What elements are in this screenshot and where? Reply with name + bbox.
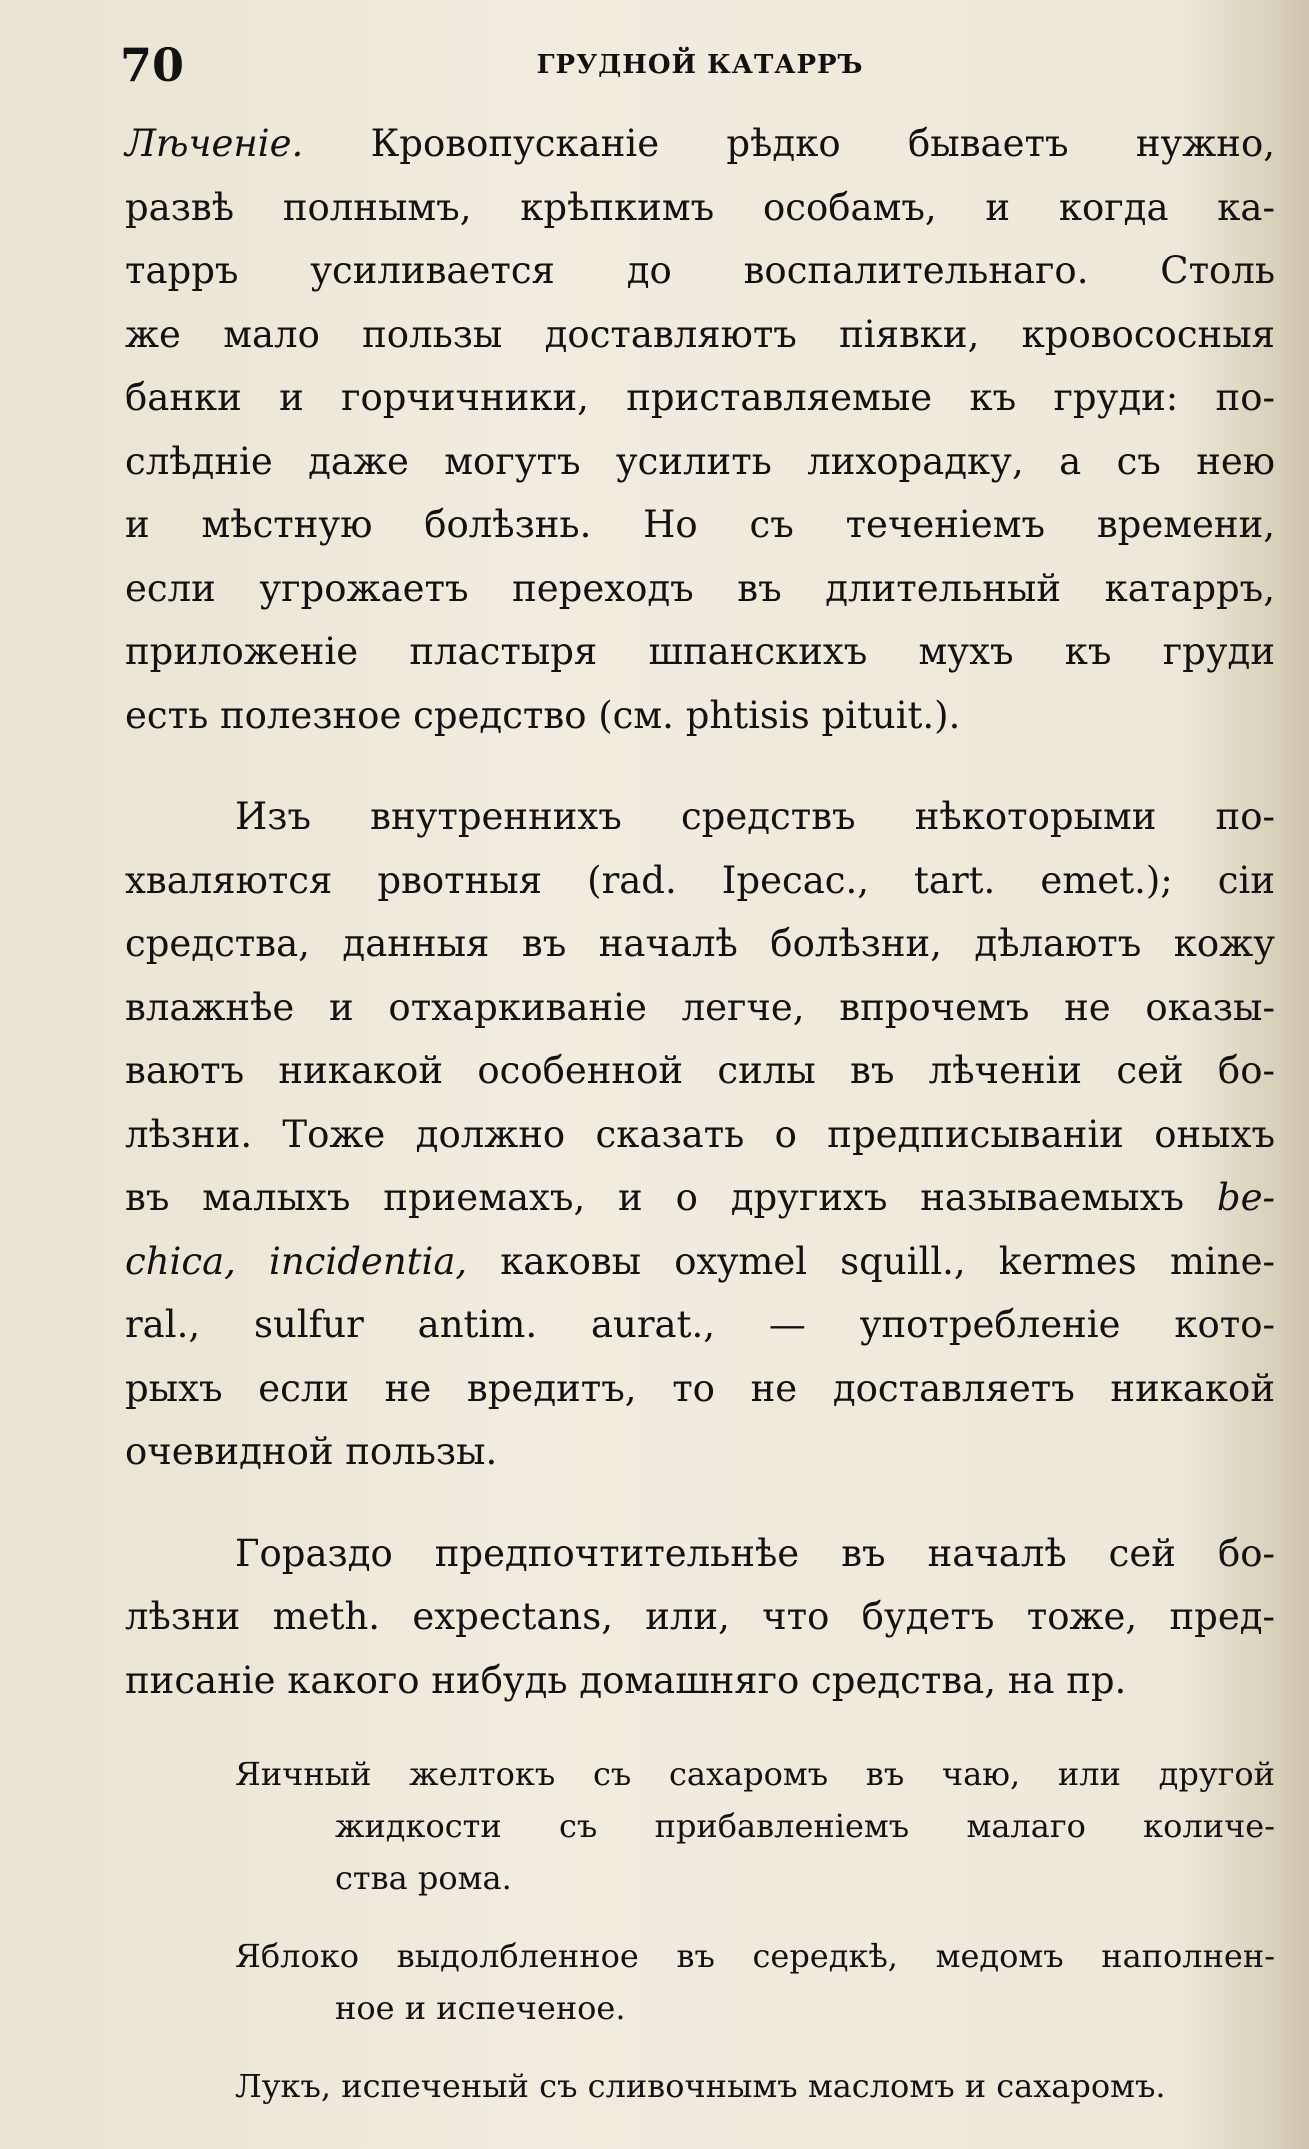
remedy-item	[125, 1748, 1275, 1904]
text-line: банки и горчичники, приставляемые къ груди: по-	[125, 376, 1275, 419]
remedy-line: ства рома.	[335, 1859, 512, 1897]
text-line: есть полезное средство (см. phtisis pituit.).	[125, 693, 961, 737]
home-remedies-list	[125, 1748, 1275, 2112]
text-line: писаніе какого нибудь домашняго средства, на пр.	[125, 1658, 1127, 1702]
text-line: развѣ полнымъ, крѣпкимъ особамъ, и когда ка-	[125, 185, 1275, 229]
section-lead-italic: Лѣченіе.	[125, 122, 304, 165]
text-line: лѣзни. Тоже должно сказать о предписываніи оныхъ	[125, 1112, 1275, 1156]
paragraph-expectant-method	[125, 1522, 1275, 1713]
italic-term: chica, incidentia,	[125, 1239, 468, 1283]
text-line: въ малыхъ приемахъ, и о другихъ называемыхъ be-	[125, 1176, 1275, 1219]
remedy-item	[125, 2060, 1275, 2112]
running-title: ГРУДНОЙ КАТАРРЪ	[536, 50, 864, 80]
italic-term: be-	[1216, 1176, 1275, 1219]
text-line: Лѣченіе. Кровопусканіе рѣдко бываетъ нужно,	[125, 122, 1275, 165]
text-line: рыхъ если не вредитъ, то не доставляетъ никакой	[125, 1366, 1275, 1410]
text-line: лѣзни meth. expectans, или, что будетъ тоже, пред-	[125, 1595, 1275, 1638]
text-line: средства, данныя въ началѣ болѣзни, дѣлаютъ кожу	[125, 922, 1275, 965]
remedy-item	[125, 1930, 1275, 2034]
text-line: chica, incidentia, каковы oxymel squill., kermes mine-	[125, 1239, 1275, 1283]
paragraph-internal-remedies	[125, 785, 1275, 1484]
remedy-line: Яичный желтокъ съ сахаромъ въ чаю, или другой	[235, 1755, 1275, 1793]
text-line: ваютъ никакой особенной силы въ лѣченіи сей бо-	[125, 1049, 1275, 1092]
text-line: приложеніе пластыря шпанскихъ мухъ къ груди	[125, 630, 1275, 673]
text-line: Изъ внутреннихъ средствъ нѣкоторыми по-	[235, 795, 1275, 838]
text-line: если угрожаетъ переходъ въ длительный катарръ,	[125, 566, 1275, 610]
text-line: же мало пользы доставляютъ піявки, кровососныя	[125, 312, 1275, 356]
paragraph-treatment	[125, 112, 1275, 747]
page-number: 70	[120, 38, 185, 92]
text-line: Гораздо предпочтительнѣе въ началѣ сей бо-	[235, 1531, 1275, 1575]
remedy-line: жидкости съ прибавленіемъ малаго количе-	[335, 1807, 1275, 1845]
remedy-line: Яблоко выдолбленное въ середкѣ, медомъ наполнен-	[235, 1937, 1275, 1975]
remedy-line: Лукъ, испеченый съ сливочнымъ масломъ и сахаромъ.	[235, 2067, 1166, 2105]
text-line: слѣдніе даже могутъ усилить лихорадку, а съ нею	[125, 439, 1275, 483]
page-header	[120, 38, 1280, 92]
text-line: очевидной пользы.	[125, 1430, 498, 1473]
page-body	[125, 112, 1275, 2138]
text-line: ral., sulfur antim. aurat., — употребленіе кото-	[125, 1303, 1275, 1346]
text-line: хваляются рвотныя (rad. Ipecac., tart. emet.); сіи	[125, 858, 1275, 902]
remedy-line: ное и испеченое.	[335, 1989, 626, 2027]
text-line: тарръ усиливается до воспалительнаго. Столь	[125, 249, 1275, 292]
text-line: и мѣстную болѣзнь. Но съ теченіемъ времени,	[125, 503, 1275, 546]
text-line: влажнѣе и отхаркиваніе легче, впрочемъ не оказы-	[125, 985, 1275, 1029]
